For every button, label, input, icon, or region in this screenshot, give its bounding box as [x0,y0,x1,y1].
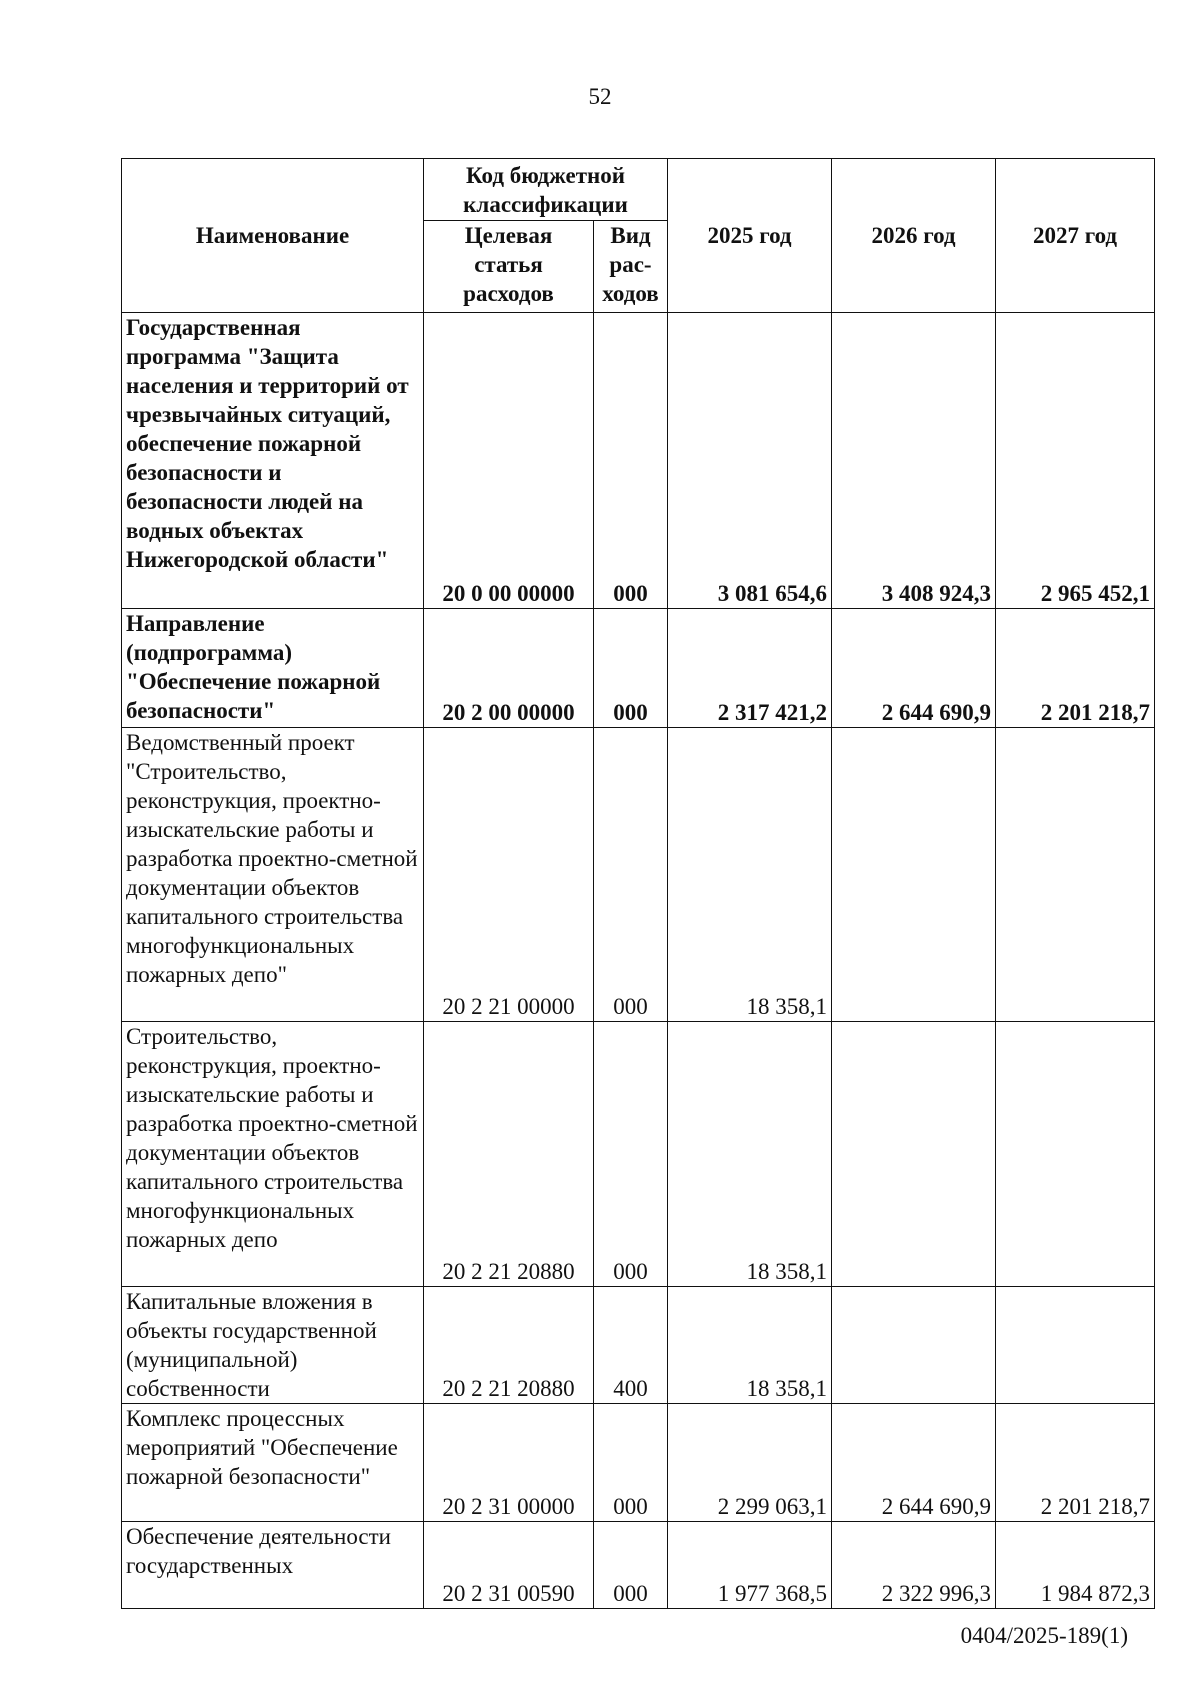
table-row [122,609,1155,728]
row-name: Строительство, реконструкция, проектно-изыскательские работы и разработка проектно-сметной документации объектов капитального строительства многофункциональных пожарных депо [122,1022,424,1287]
row-2026 [832,728,996,1022]
row-2027 [996,1022,1155,1287]
row-expense-type: 000 [594,1404,668,1522]
header-2026: 2026 год [832,159,996,313]
row-2025: 18 358,1 [668,1287,832,1404]
row-2025: 18 358,1 [668,1022,832,1287]
row-name: Государственная программа "Защита населения и территорий от чрезвычайных ситуаций, обеспечение пожарной безопасности и безопасности людей на водных объектах Нижегородской области" [122,313,424,609]
row-2027: 2 965 452,1 [996,313,1155,609]
row-expense-type: 000 [594,313,668,609]
row-2026 [832,1022,996,1287]
row-2027 [996,728,1155,1022]
table-row [122,1287,1155,1404]
table-row [122,1022,1155,1287]
row-expense-type: 000 [594,1522,668,1609]
row-name: Обеспечение деятельности государственных [122,1522,424,1609]
row-2025: 18 358,1 [668,728,832,1022]
row-target-article: 20 2 21 20880 [424,1022,594,1287]
header-2025: 2025 год [668,159,832,313]
row-expense-type: 000 [594,609,668,728]
header-2027: 2027 год [996,159,1155,313]
row-2025: 3 081 654,6 [668,313,832,609]
row-expense-type: 000 [594,1022,668,1287]
header-name: Наименование [122,159,424,313]
table-row [122,1404,1155,1522]
row-2027: 2 201 218,7 [996,609,1155,728]
table-row [122,1522,1155,1609]
row-name: Направление (подпрограмма) "Обеспечение пожарной безопасности" [122,609,424,728]
header-expense-type: Вид рас-ходов [594,221,668,313]
header-target-article: Целевая статья расходов [424,221,594,313]
row-2027: 2 201 218,7 [996,1404,1155,1522]
budget-table [121,158,1155,1609]
header-code-group: Код бюджетной классификации [424,159,668,221]
row-name: Ведомственный проект "Строительство, реконструкция, проектно-изыскательские работы и разработка проектно-сметной документации объектов капитального строительства многофункциональных пожарных депо" [122,728,424,1022]
row-target-article: 20 2 00 00000 [424,609,594,728]
row-target-article: 20 2 21 20880 [424,1287,594,1404]
row-target-article: 20 2 31 00000 [424,1404,594,1522]
row-2026: 2 644 690,9 [832,1404,996,1522]
row-2026: 2 644 690,9 [832,609,996,728]
row-2025: 1 977 368,5 [668,1522,832,1609]
row-2027 [996,1287,1155,1404]
row-2025: 2 299 063,1 [668,1404,832,1522]
row-name: Комплекс процессных мероприятий "Обеспечение пожарной безопасности" [122,1404,424,1522]
row-target-article: 20 2 31 00590 [424,1522,594,1609]
document-code: 0404/2025-189(1) [960,1623,1128,1648]
table-row [122,313,1155,609]
row-name: Капитальные вложения в объекты государственной (муниципальной) собственности [122,1287,424,1404]
row-2026: 3 408 924,3 [832,313,996,609]
row-2027: 1 984 872,3 [996,1522,1155,1609]
row-2025: 2 317 421,2 [668,609,832,728]
row-expense-type: 000 [594,728,668,1022]
row-target-article: 20 2 21 00000 [424,728,594,1022]
row-expense-type: 400 [594,1287,668,1404]
row-2026: 2 322 996,3 [832,1522,996,1609]
page-number: 52 [588,84,612,109]
table-row [122,728,1155,1022]
row-2026 [832,1287,996,1404]
row-target-article: 20 0 00 00000 [424,313,594,609]
